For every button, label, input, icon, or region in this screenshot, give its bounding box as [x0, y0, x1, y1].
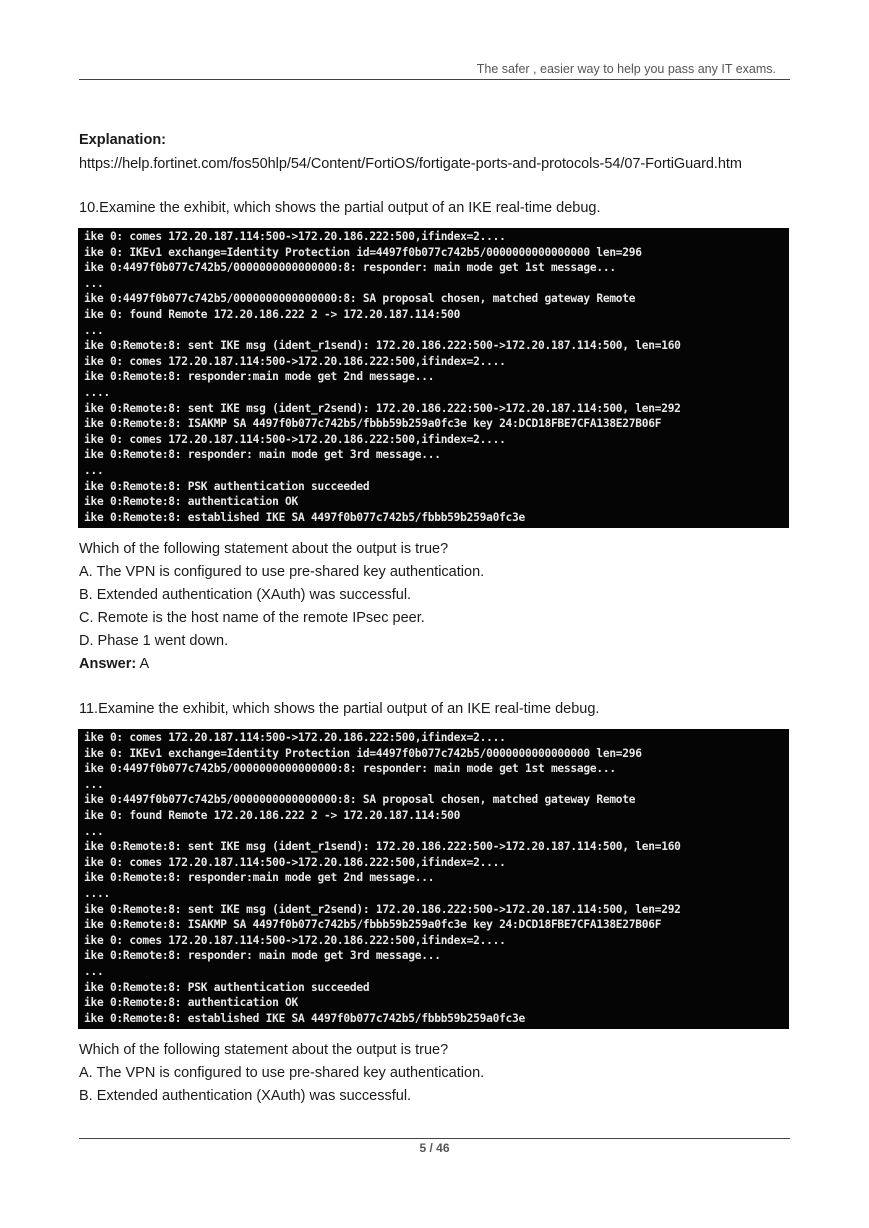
exhibit-line: ike 0:Remote:8: sent IKE msg (ident_r2send): 172.20.186.222:500->172.20.187.114:500, len=292 — [84, 401, 681, 415]
question-10-text: Which of the following statement about the output is true? — [79, 541, 449, 557]
exhibit-line: ike 0:Remote:8: responder: main mode get 3rd message... — [84, 949, 441, 963]
exhibit-line: ike 0:Remote:8: responder: main mode get 3rd message... — [84, 448, 441, 462]
header-divider — [79, 79, 790, 80]
exhibit-line: ike 0:Remote:8: sent IKE msg (ident_r1send): 172.20.186.222:500->172.20.187.114:500, len=160 — [84, 339, 681, 353]
question-10-answer — [79, 653, 790, 676]
exhibit-line: ike 0:Remote:8: ISAKMP SA 4497f0b077c742b5/fbbb59b259a0fc3e key 24:DCD18FBE7CFA138E27B06F — [84, 918, 662, 932]
exhibit-line: ... — [84, 964, 104, 978]
exhibit-line: ike 0:Remote:8: responder:main mode get 2nd message... — [84, 370, 435, 384]
footer-divider — [79, 1138, 790, 1139]
exhibit-line: ike 0:4497f0b077c742b5/0000000000000000:8: SA proposal chosen, matched gateway Remote — [84, 292, 636, 306]
question-11-option-a: A. The VPN is configured to use pre-shared key authentication. — [79, 1065, 485, 1081]
exhibit-line: ike 0: comes 172.20.187.114:500->172.20.186.222:500,ifindex=2.... — [84, 432, 506, 446]
question-10-prompt: 10.Examine the exhibit, which shows the partial output of an IKE real-time debug. — [79, 200, 601, 216]
exhibit-line: ike 0:Remote:8: established IKE SA 4497f0b077c742b5/fbbb59b259a0fc3e — [84, 510, 526, 524]
question-10-option-c: C. Remote is the host name of the remote IPsec peer. — [79, 610, 425, 626]
exhibit-line: ... — [84, 824, 104, 838]
exhibit-line: ike 0:Remote:8: PSK authentication succeeded — [84, 980, 370, 994]
question-11-body — [79, 1039, 790, 1108]
question-11-text: Which of the following statement about the output is true? — [79, 1042, 449, 1058]
exhibit-line: ike 0: comes 172.20.187.114:500->172.20.186.222:500,ifindex=2.... — [84, 731, 506, 744]
question-10-exhibit — [78, 228, 789, 528]
exhibit-line: ike 0: comes 172.20.187.114:500->172.20.186.222:500,ifindex=2.... — [84, 855, 506, 869]
answer-label: Answer: — [79, 656, 137, 672]
exhibit-line: ike 0:Remote:8: authentication OK — [84, 996, 299, 1010]
exhibit-line: ike 0: comes 172.20.187.114:500->172.20.186.222:500,ifindex=2.... — [84, 933, 506, 947]
exhibit-line: ike 0:4497f0b077c742b5/0000000000000000:8: responder: main mode get 1st message... — [84, 261, 616, 275]
question-10-option-d: D. Phase 1 went down. — [79, 633, 229, 649]
explanation-label: Explanation: — [79, 132, 167, 148]
exhibit-line: .... — [84, 385, 110, 399]
exhibit-line: ike 0:Remote:8: authentication OK — [84, 495, 299, 509]
question-10-body — [79, 538, 790, 676]
question-10-option-b: B. Extended authentication (XAuth) was successful. — [79, 587, 412, 603]
question-11-exhibit — [78, 729, 789, 1029]
page-header-tagline: The safer , easier way to help you pass any IT exams. — [476, 62, 776, 76]
exhibit-line: ... — [84, 777, 104, 791]
explanation-url: https://help.fortinet.com/fos50hlp/54/Content/FortiOS/fortigate-ports-and-protocols-54/07-FortiGuard.htm — [79, 156, 742, 172]
exhibit-line: ike 0: found Remote 172.20.186.222 2 -> 172.20.187.114:500 — [84, 808, 461, 822]
exhibit-line: ike 0:4497f0b077c742b5/0000000000000000:8: responder: main mode get 1st message... — [84, 762, 616, 776]
exhibit-line: ike 0:Remote:8: established IKE SA 4497f0b077c742b5/fbbb59b259a0fc3e — [84, 1011, 526, 1025]
exhibit-line: ike 0: IKEv1 exchange=Identity Protection id=4497f0b077c742b5/0000000000000000 len=296 — [84, 245, 642, 259]
exhibit-line: ... — [84, 276, 104, 290]
exhibit-line: ike 0:4497f0b077c742b5/0000000000000000:8: SA proposal chosen, matched gateway Remote — [84, 793, 636, 807]
exhibit-line: ike 0: found Remote 172.20.186.222 2 -> 172.20.187.114:500 — [84, 307, 461, 321]
exhibit-line: ike 0: comes 172.20.187.114:500->172.20.186.222:500,ifindex=2.... — [84, 354, 506, 368]
exhibit-line: ... — [84, 463, 104, 477]
exhibit-line: ike 0:Remote:8: PSK authentication succeeded — [84, 479, 370, 493]
exhibit-line: ike 0: IKEv1 exchange=Identity Protection id=4497f0b077c742b5/0000000000000000 len=296 — [84, 746, 642, 760]
question-11-prompt: 11.Examine the exhibit, which shows the partial output of an IKE real-time debug. — [79, 701, 600, 717]
exhibit-line: ike 0:Remote:8: sent IKE msg (ident_r1send): 172.20.186.222:500->172.20.187.114:500, len=160 — [84, 840, 681, 854]
answer-value: A — [136, 656, 150, 672]
question-11-option-b: B. Extended authentication (XAuth) was successful. — [79, 1088, 412, 1104]
exhibit-line: ike 0:Remote:8: ISAKMP SA 4497f0b077c742b5/fbbb59b259a0fc3e key 24:DCD18FBE7CFA138E27B06F — [84, 417, 662, 431]
explanation-section — [79, 129, 790, 175]
question-10-option-a: A. The VPN is configured to use pre-shared key authentication. — [79, 564, 485, 580]
exhibit-line: ike 0:Remote:8: sent IKE msg (ident_r2send): 172.20.186.222:500->172.20.187.114:500, len=292 — [84, 902, 681, 916]
exhibit-line: ike 0: comes 172.20.187.114:500->172.20.186.222:500,ifindex=2.... — [84, 230, 506, 243]
exhibit-line: ... — [84, 323, 104, 337]
exhibit-line: ike 0:Remote:8: responder:main mode get 2nd message... — [84, 871, 435, 885]
page-number: 5 / 46 — [419, 1141, 450, 1155]
exhibit-line: .... — [84, 886, 110, 900]
